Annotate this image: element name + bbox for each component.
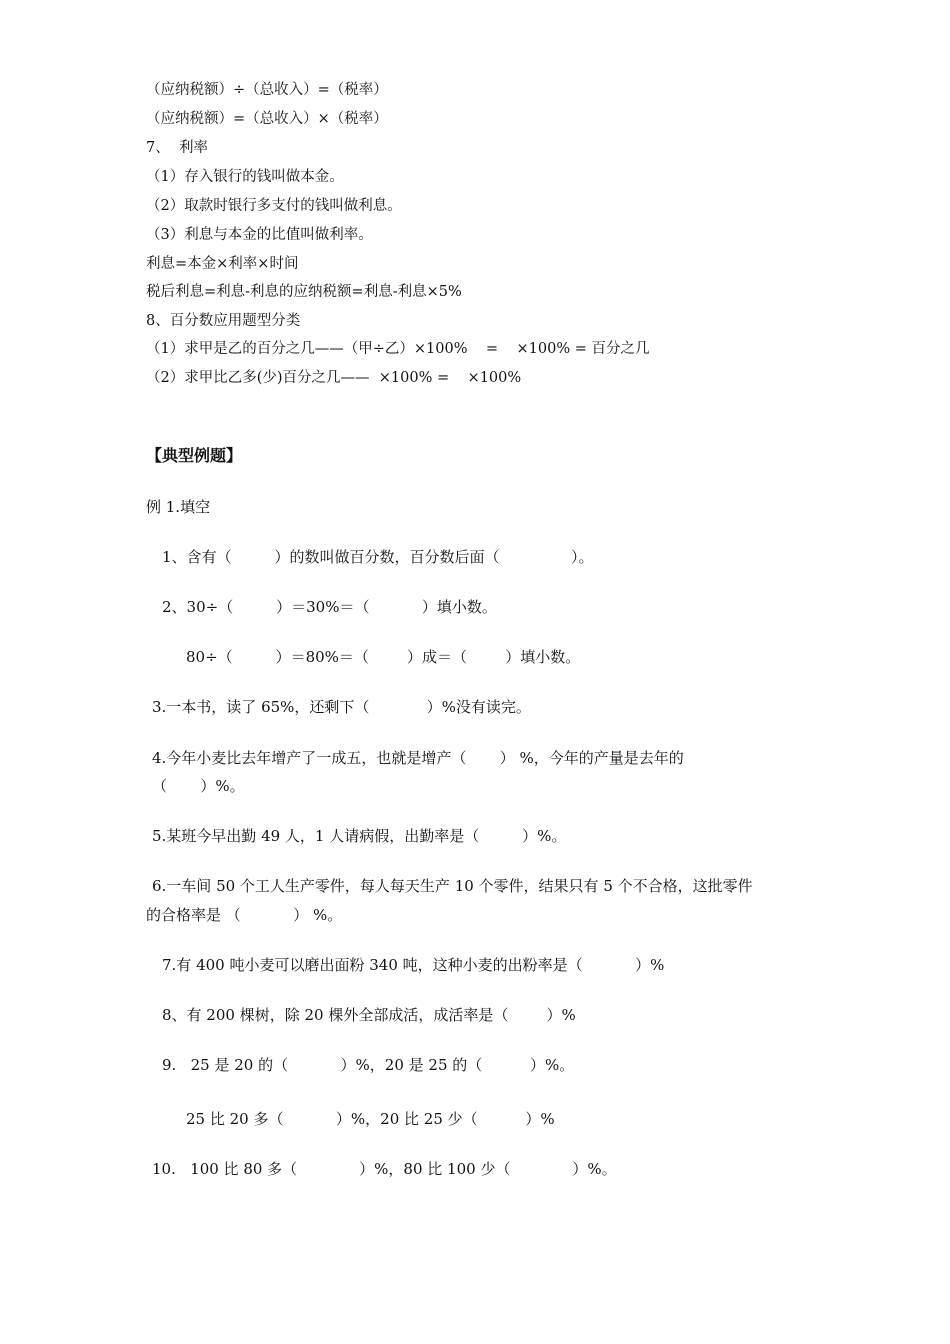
percent-item-2: （2）求甲比乙多(少)百分之几—— ×100% = ×100% [146,370,522,386]
formula-interest: 利息=本金×利率×时间 [146,256,299,272]
question-9-line-2: 25 比 20 多（ ）%，20 比 25 少（ ）% [186,1110,555,1128]
question-2-line-2: 80÷（ ）＝80%＝（ ）成＝（ ）填小数。 [186,648,581,666]
examples-subheading: 例 1.填空 [146,498,211,516]
question-7: 7.有 400 吨小麦可以磨出面粉 340 吨，这种小麦的出粉率是（ ）% [162,956,665,974]
question-6: 6.一车间 50 个工人生产零件，每人每天生产 10 个零件，结果只有 5 个不合格，这批零件 [152,877,753,895]
question-4-line-2: （ ）%。 [152,777,245,795]
formula-tax-rate: （应纳税额）÷（总收入）=（税率） [146,82,388,98]
examples-heading: 【典型例题】 [146,446,243,465]
question-8: 8、有 200 棵树，除 20 棵外全部成活，成活率是（ ）% [162,1006,576,1024]
question-2: 2、30÷（ ）＝30%＝（ ）填小数。 [162,598,497,616]
percent-section-title: 8、百分数应用题型分类 [146,313,301,329]
interest-item-2: （2）取款时银行多支付的钱叫做利息。 [146,198,402,214]
percent-item-1: （1）求甲是乙的百分之几——（甲÷乙）×100% = ×100% = 百分之几 [146,341,650,357]
interest-item-3: （3）利息与本金的比值叫做利率。 [146,227,373,243]
question-6-line-2: 的合格率是 （ ） %。 [146,906,343,924]
question-10: 10. 100 比 80 多（ ）%，80 比 100 少（ ）%。 [152,1160,617,1178]
question-3: 3.一本书，读了 65%，还剩下（ ）%没有读完。 [152,698,531,716]
question-1: 1、含有（ ）的数叫做百分数，百分数后面（ ）。 [162,548,594,566]
formula-after-tax-interest: 税后利息=利息-利息的应纳税额=利息-利息×5% [146,284,462,300]
formula-tax-amount: （应纳税额）=（总收入）×（税率） [146,111,388,127]
question-9: 9. 25 是 20 的（ ）%，20 是 25 的（ ）%。 [162,1056,575,1074]
interest-item-1: （1）存入银行的钱叫做本金。 [146,169,344,185]
interest-section-title: 7、 利率 [146,140,208,156]
question-4: 4.今年小麦比去年增产了一成五，也就是增产（ ） %，今年的产量是去年的 [152,749,684,767]
question-5: 5.某班今早出勤 49 人，1 人请病假，出勤率是（ ）%。 [152,827,567,845]
